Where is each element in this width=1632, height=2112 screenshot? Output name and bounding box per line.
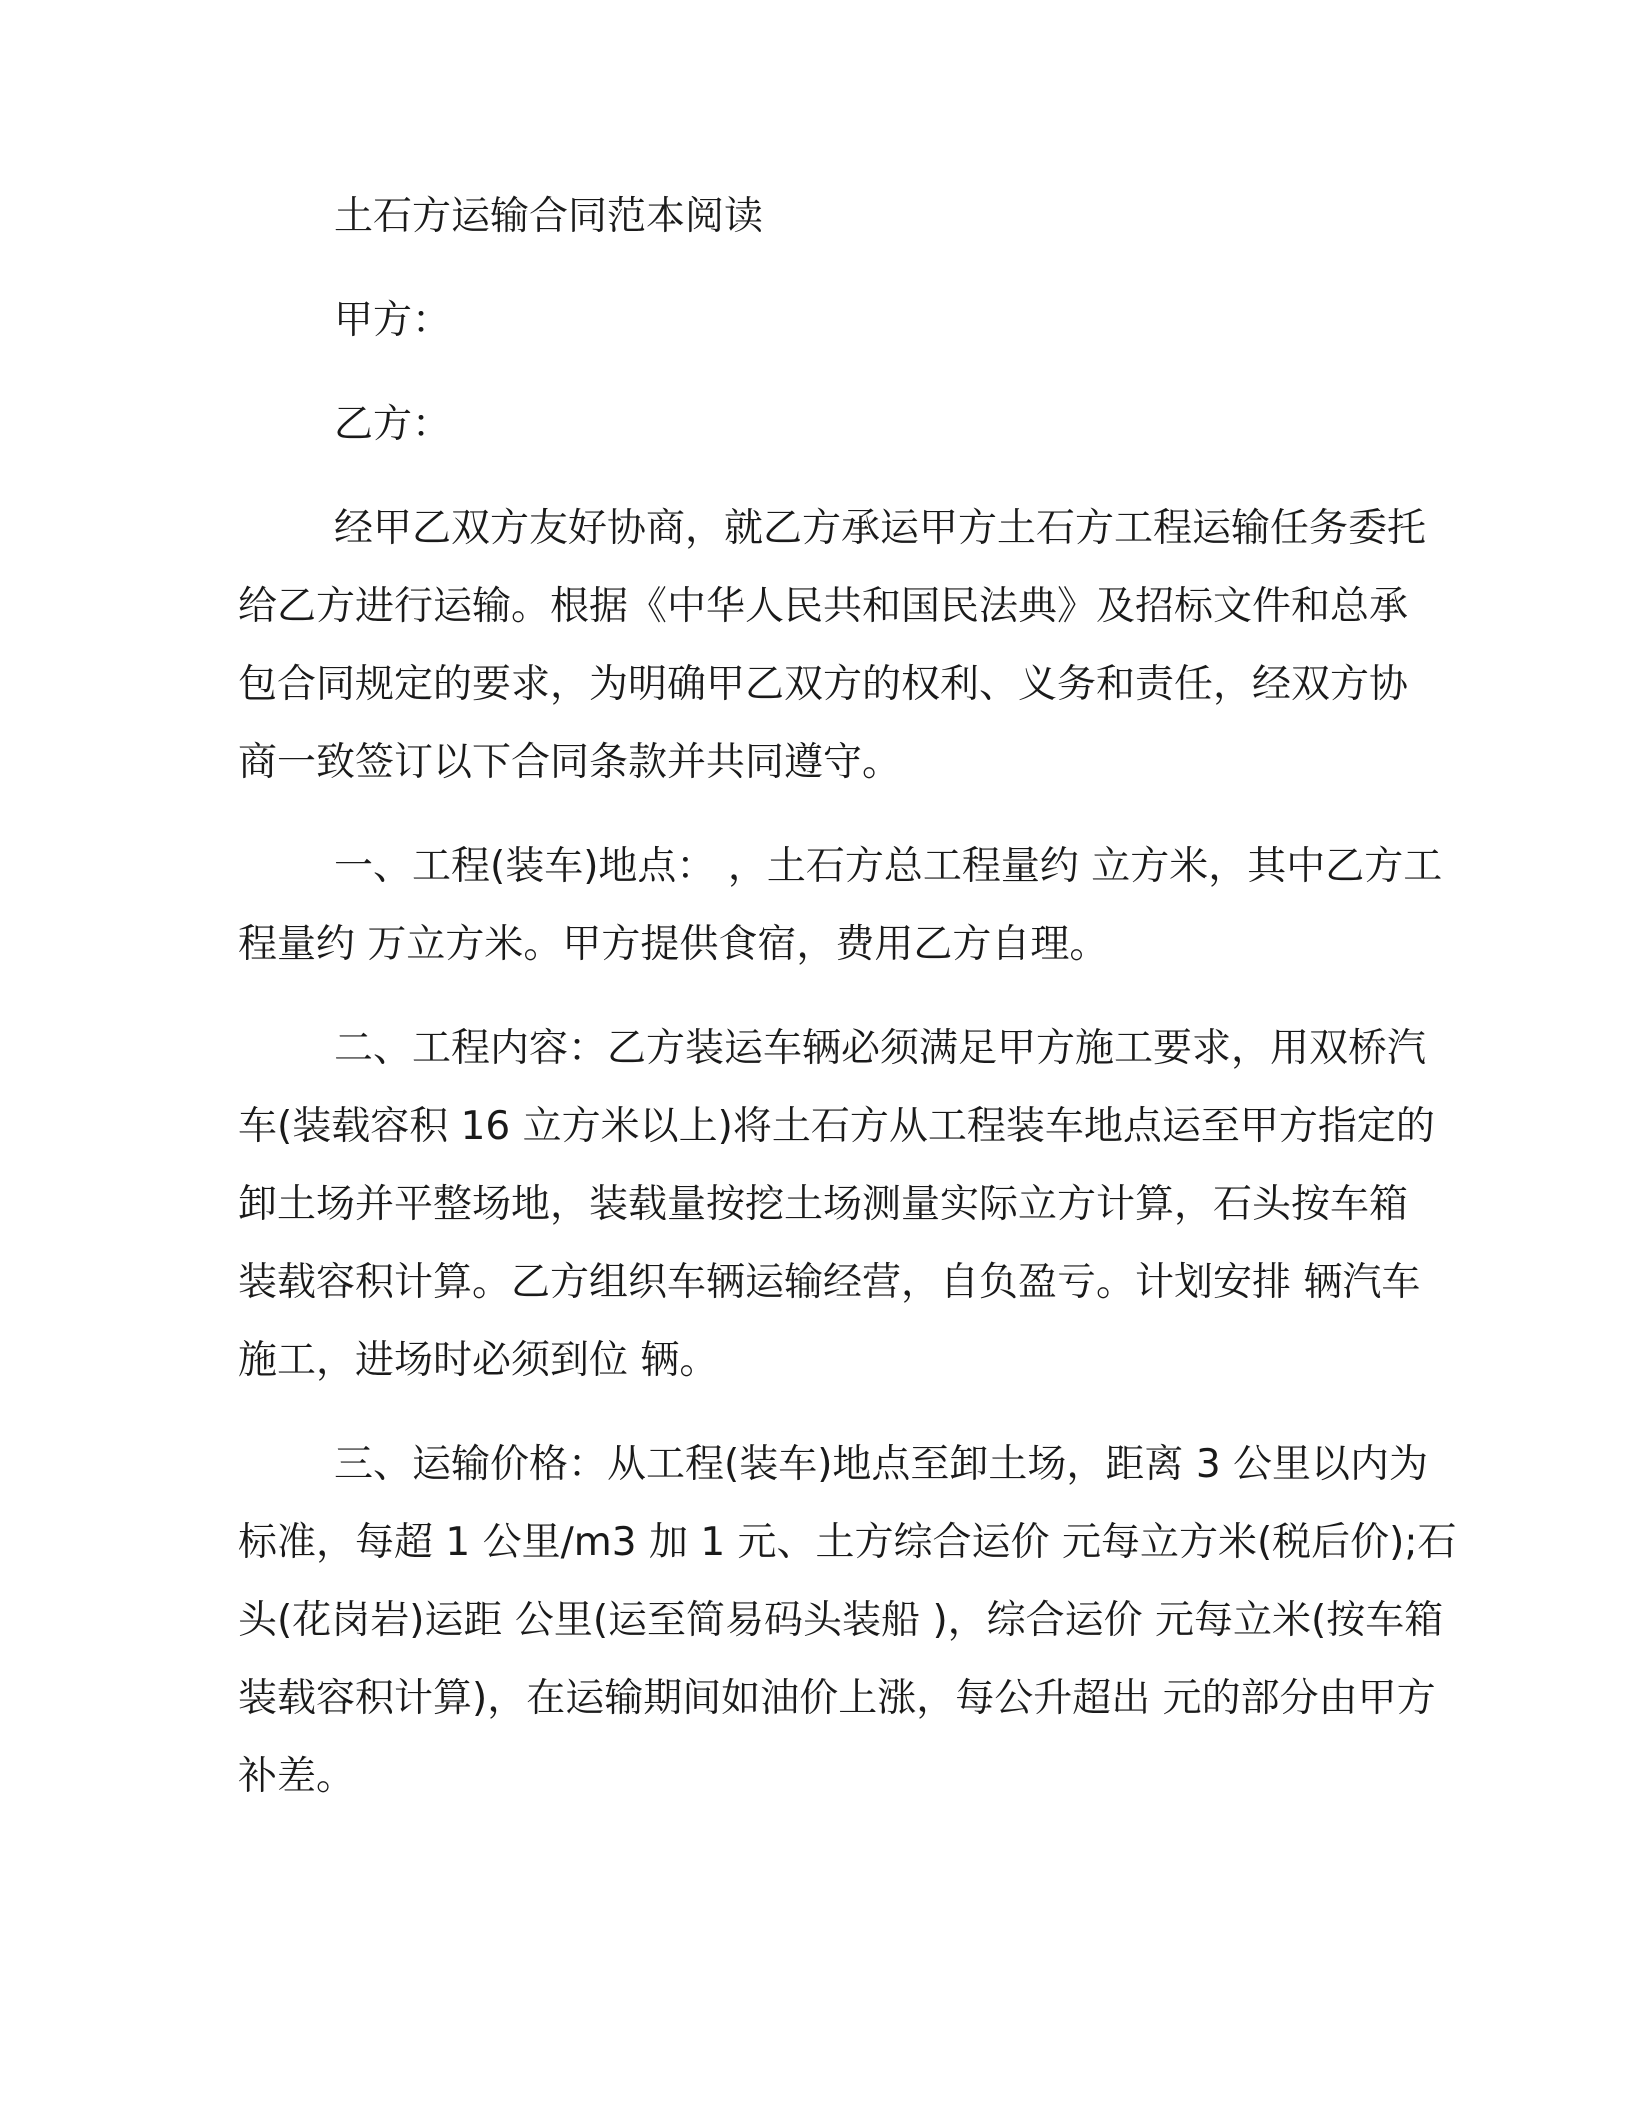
document-title: 土石方运输合同范本阅读 <box>334 194 764 239</box>
document-body <box>238 178 1457 1842</box>
paragraph-intro <box>238 490 1427 802</box>
paragraph-line: 施工，进场时必须到位 辆。 <box>238 1338 719 1383</box>
paragraph-line: 标准，每超 1 公里/m3 加 1 元、土方综合运价 元每立方米(税后价);石 <box>238 1520 1457 1565</box>
party-b-label: 乙方： <box>334 402 452 447</box>
paragraph-line: 商一致签订以下合同条款并共同遵守。 <box>238 740 902 785</box>
party-a-label: 甲方： <box>334 298 452 343</box>
clause-1-location <box>238 828 1443 984</box>
paragraph-line: 装载容积计算。乙方组织车辆运输经营，自负盈亏。计划安排 辆汽车 <box>238 1260 1421 1305</box>
clause-2-content <box>238 1010 1435 1400</box>
paragraph-line: 补差。 <box>238 1754 356 1799</box>
paragraph-line: 经甲乙双方友好协商，就乙方承运甲方土石方工程运输任务委托 <box>334 506 1427 551</box>
paragraph-line: 卸土场并平整场地，装载量按挖土场测量实际立方计算，石头按车箱 <box>238 1182 1409 1227</box>
paragraph-line: 头(花岗岩)运距 公里(运至简易码头装船 )，综合运价 元每立米(按车箱 <box>238 1598 1444 1643</box>
paragraph-line: 一、工程(装车)地点： ，土石方总工程量约 立方米，其中乙方工 <box>334 844 1443 889</box>
paragraph-line: 装载容积计算)，在运输期间如油价上涨，每公升超出 元的部分由甲方 <box>238 1676 1436 1721</box>
clause-3-price <box>238 1426 1457 1816</box>
paragraph-line: 程量约 万立方米。甲方提供食宿，费用乙方自理。 <box>238 922 1109 967</box>
paragraph-line: 三、运输价格：从工程(装车)地点至卸土场，距离 3 公里以内为 <box>334 1442 1429 1487</box>
paragraph-line: 车(装载容积 16 立方米以上)将土石方从工程装车地点运至甲方指定的 <box>238 1104 1435 1149</box>
paragraph-line: 二、工程内容：乙方装运车辆必须满足甲方施工要求，用双桥汽 <box>334 1026 1427 1071</box>
paragraph-line: 包合同规定的要求，为明确甲乙双方的权利、义务和责任，经双方协 <box>238 662 1409 707</box>
paragraph-line: 给乙方进行运输。根据《中华人民共和国民法典》及招标文件和总承 <box>238 584 1409 629</box>
